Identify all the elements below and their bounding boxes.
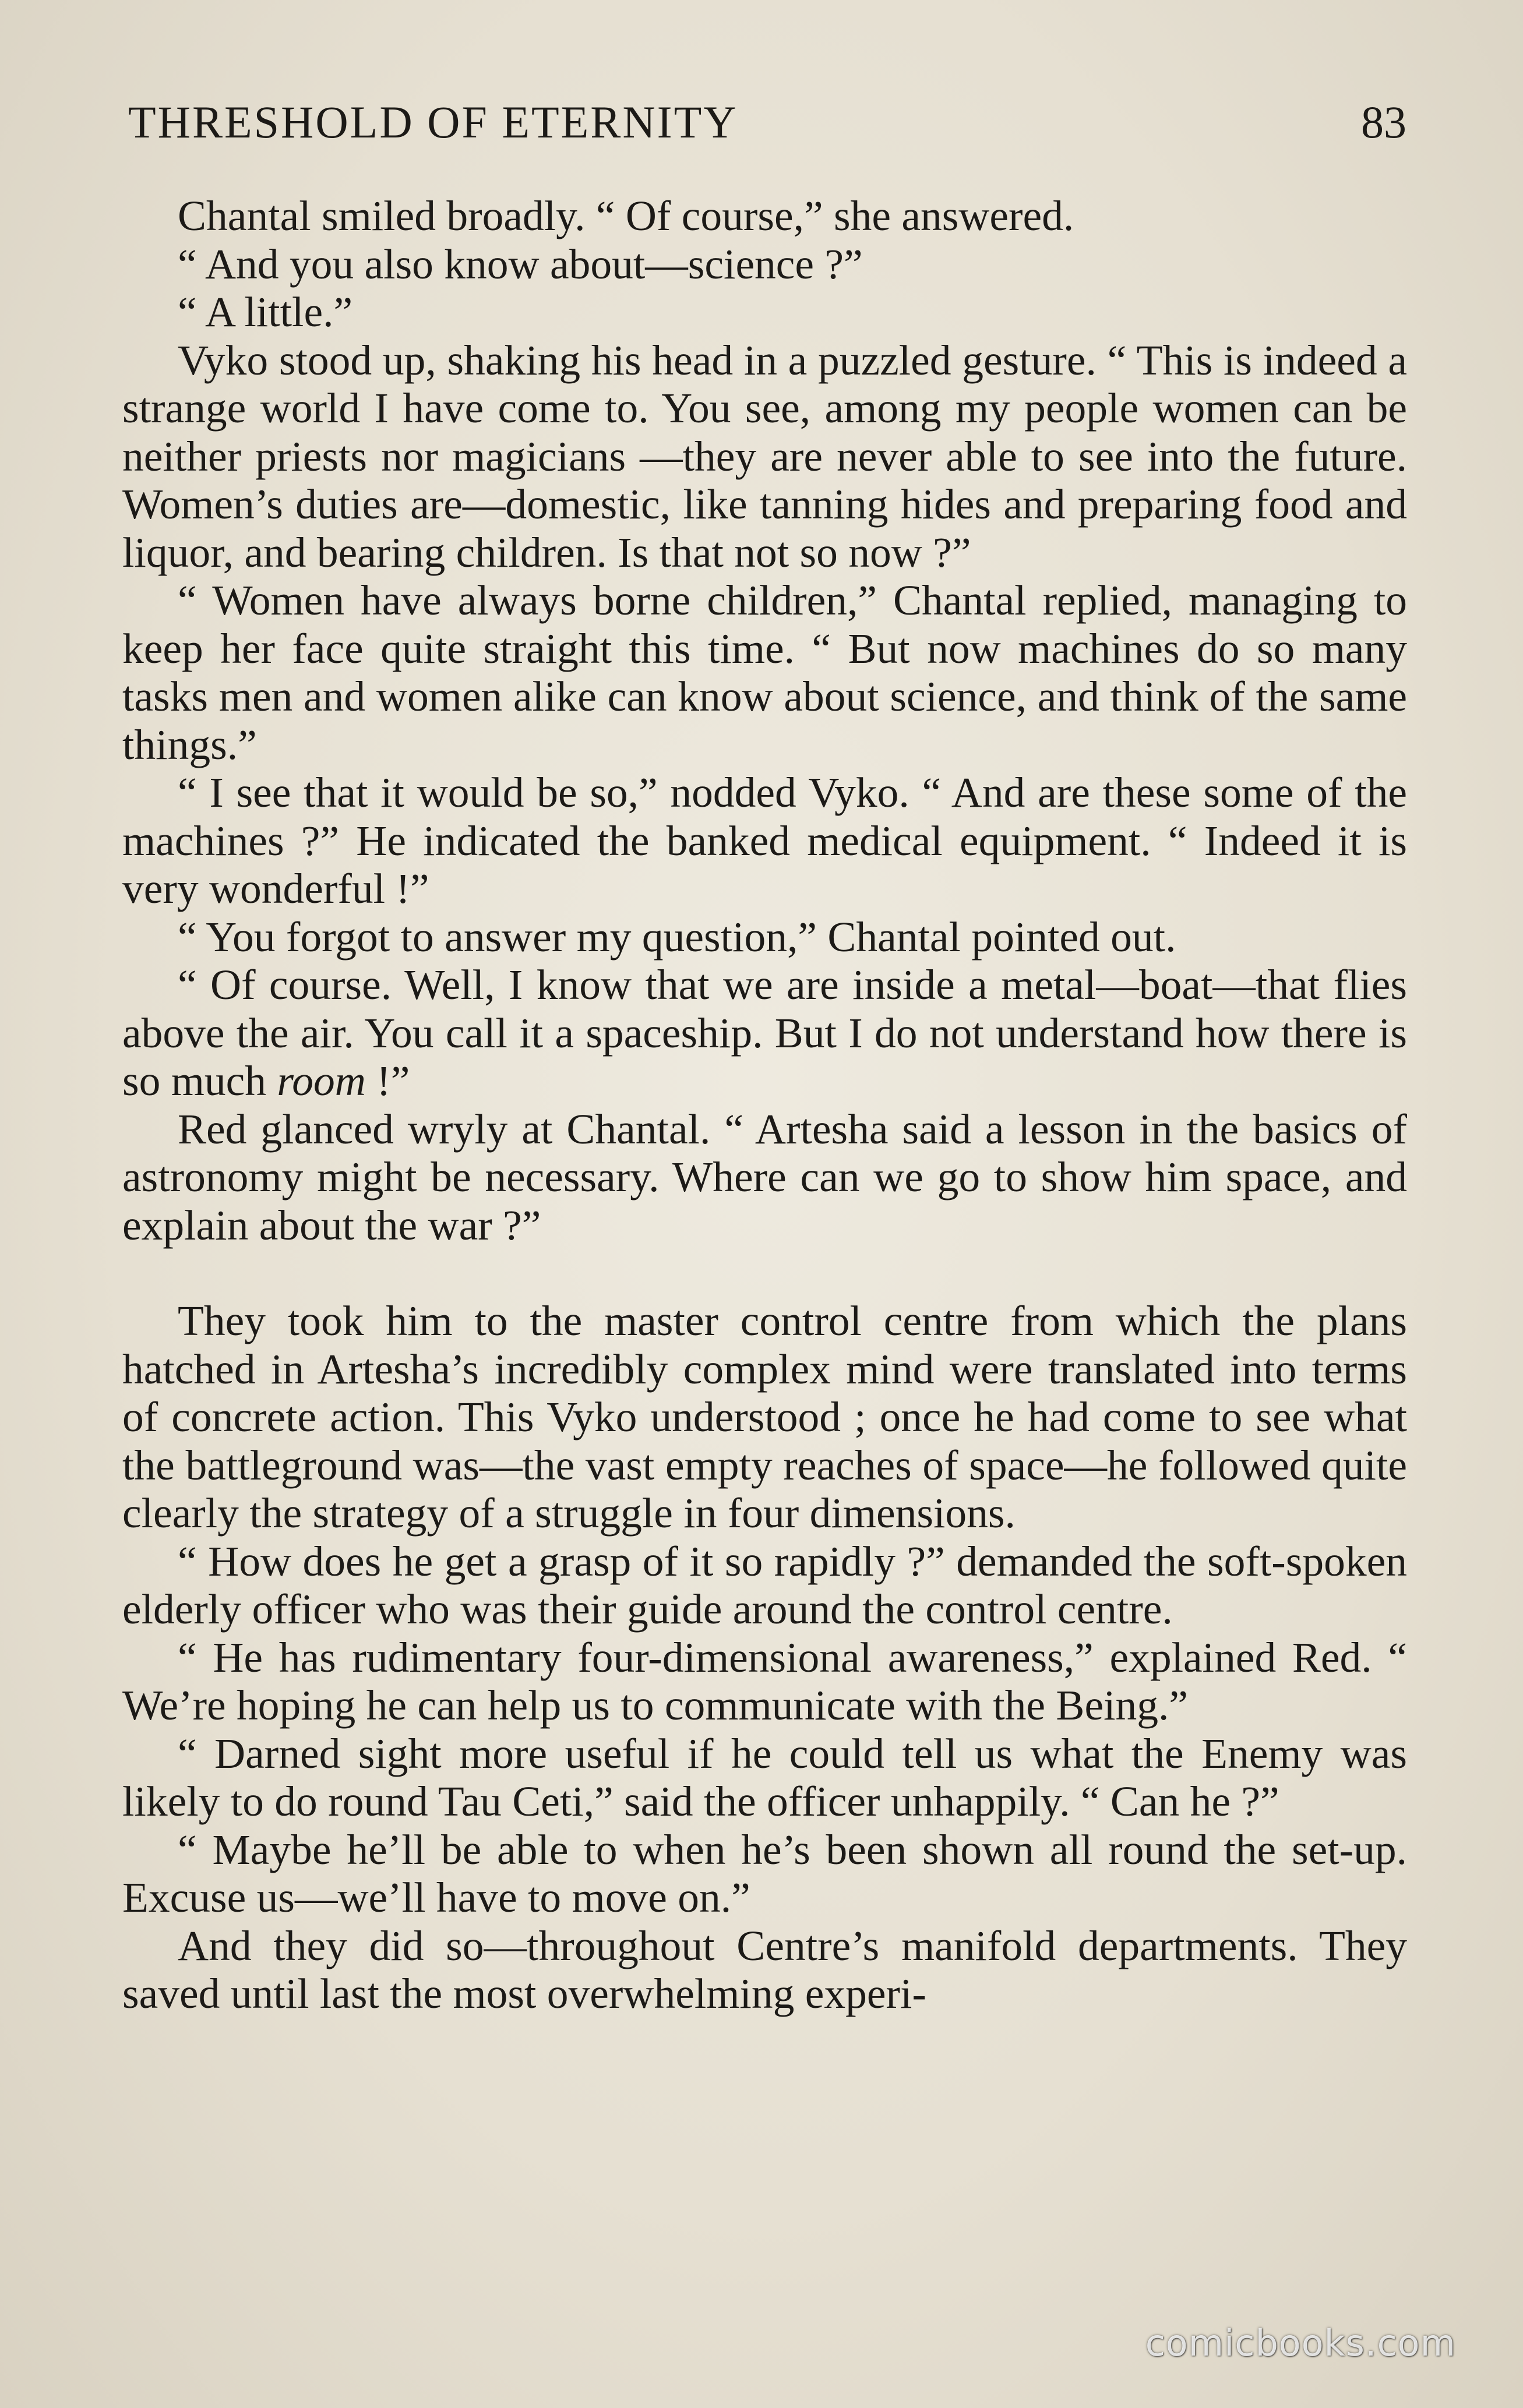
paragraph: “ Maybe he’ll be able to when he’s been shown all round the set-up. Excuse us—we’ll have to move on.” bbox=[122, 1826, 1407, 1921]
paragraph bbox=[122, 961, 1407, 1106]
paragraph: “ And you also know about—science ?” bbox=[178, 240, 863, 288]
section-break bbox=[122, 1249, 1407, 1297]
watermark: comicbooks.com bbox=[1145, 2322, 1456, 2364]
book-title: THRESHOLD OF ETERNITY bbox=[128, 97, 738, 147]
paragraph: “ How does he get a grasp of it so rapidly ?” demanded the soft-spoken elderly officer who was their guide around the control centre. bbox=[122, 1537, 1407, 1633]
paragraph: They took him to the master control centre from which the plans hatched in Artesha’s incredibly complex mind were translated into terms of concrete action. This Vyko understood ; once he had come to see what the battleground was—the vast empty reaches of space—he followed quite clearly the strategy of a struggle in four dimensions. bbox=[122, 1297, 1407, 1537]
paragraph: Chantal smiled broadly. “ Of course,” she answered. bbox=[178, 192, 1074, 239]
paragraph: And they did so—throughout Centre’s manifold departments. They saved until last the most overwhelming experi- bbox=[122, 1922, 1407, 2017]
paragraph: Vyko stood up, shaking his head in a puzzled gesture. “ This is indeed a strange world I have come to. You see, among my people women can be neither priests nor magicians —they are never able to see into the future. Women’s duties are—domestic, like tanning hides and preparing food and liquor, and bearing children. Is that not so now ?” bbox=[122, 336, 1407, 576]
body-text bbox=[122, 192, 1407, 2018]
paragraph: “ He has rudimentary four-dimensional awareness,” explained Red. “ We’re hoping he can help us to communicate with the Being.” bbox=[122, 1633, 1407, 1729]
page-number: 83 bbox=[1361, 97, 1406, 147]
paragraph-text: !” bbox=[365, 1057, 410, 1104]
paragraph: “ Darned sight more useful if he could tell us what the Enemy was likely to do round Tau Ceti,” said the officer unhappily. “ Can he ?” bbox=[122, 1729, 1407, 1825]
paragraph: Red glanced wryly at Chantal. “ Artesha said a lesson in the basics of astronomy might be necessary. Where can we go to show him space, and explain about the war ?” bbox=[122, 1105, 1407, 1249]
paragraph: “ You forgot to answer my question,” Chantal pointed out. bbox=[178, 913, 1176, 961]
running-head bbox=[128, 96, 1406, 154]
paragraph: “ I see that it would be so,” nodded Vyko. “ And are these some of the machines ?” He indicated the banked medical equipment. “ Indeed it is very wonderful !” bbox=[122, 769, 1407, 912]
paragraph-text: “ Of course. Well, I know that we are inside a metal—boat—that flies above the air. You call it a spaceship. But I do not understand how there is so much bbox=[122, 961, 1407, 1104]
paragraph: “ A little.” bbox=[178, 288, 353, 336]
paragraph: “ Women have always borne children,” Chantal replied, managing to keep her face quite straight this time. “ But now machines do so many tasks men and women alike can know about science, and think of the same things.” bbox=[122, 577, 1407, 768]
emphasis-text: room bbox=[277, 1057, 366, 1104]
